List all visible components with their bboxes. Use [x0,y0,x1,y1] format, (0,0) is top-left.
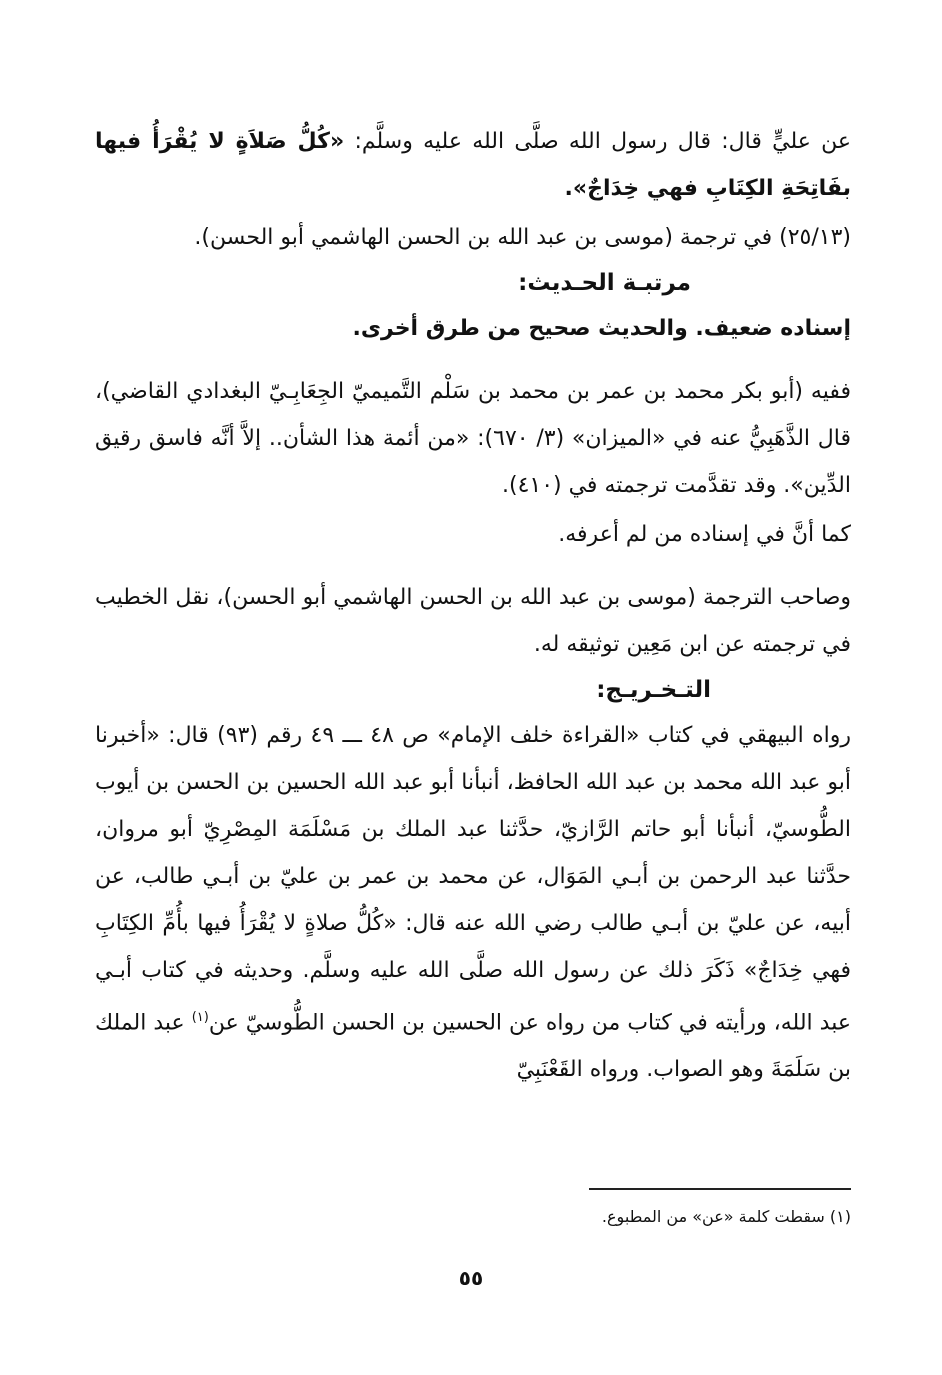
subject-biography-paragraph: وصاحب الترجمة (موسى بن عبد الله بن الحسن الهاشمي أبو الحسن)، نقل الخطيب في ترجمته عن ابن مَعِين توثيقه له. [95,585,851,657]
section-heading-takhrij: التـخـريـج: [596,677,711,703]
hadith-matn: «كُلُّ صَلاَةٍ لا يُقْرَأُ فيها بفَاتِحَةِ الكِتَابِ فهي خِدَاجٌ». [95,129,851,201]
footnote-reference: (١) [191,1010,209,1025]
footnote: (١) سقطت كلمة «عن» من المطبوع. [601,1207,851,1226]
page-number: ٥٥ [458,1266,484,1290]
unknown-narrators-note: كما أنَّ في إسناده من لم أعرفه. [558,522,851,547]
takhrij-text: رواه البيهقي في كتاب «القراءة خلف الإمام» ص ٤٨ ـــ ٤٩ رقم (٩٣) قال: «أخبرنا أبو عبد الله محمد بن عبد الله الحافظ، أنبأنا أبو عبد الله الحسين بن الحسن بن أيوب الطُّوسيّ، أنبأنا أبو حاتم الرَّازيّ، حدَّثنا عبد الملك بن مَسْلَمَة المِصْرِيّ أبو مروان، حدَّثنا عبد الرحمن بن أبـي المَوَال، عن محمد بن عمر بن عليّ بن أبـي طالب، عن أبيه، عن عليّ بن أبـي طالب رضي الله عنه قال: «كُلُّ صلاةٍ لا يُقْرَأُ فيها بأُمِّ الكِتَابِ فهي خِدَاجٌ» ذَكَرَ ذلك عن رسول الله صلَّى الله عليه وسلَّم. وحديثه في كتاب أبـي عبد الله، ورأيته في كتاب من رواه عن الحسين بن الحسن الطُّوسيّ عن [95,723,851,1036]
section-heading-rank: مرتبـة الحـديث: [518,270,691,296]
takhrij-paragraph [95,712,851,1093]
hadith-intro: عن عليٍّ قال: قال رسول الله صلَّى الله عليه وسلَّم: [344,129,851,154]
page-body [95,118,851,1093]
tarjama-reference: (٢٥/١٣) في ترجمة (موسى بن عبد الله بن الحسن الهاشمي أبو الحسن). [194,225,851,250]
rank-verdict: إسناده ضعيف. والحديث صحيح من طرق أخرى. [352,316,851,341]
hadith-text-paragraph [95,118,851,212]
footnote-divider [589,1188,851,1190]
takhrij-text-end: عبد الملك بن سَلَمَةَ وهو الصواب. ورواه القَعْنَبِيّ [95,1010,851,1083]
narrator-criticism-paragraph: ففيه (أبو بكر محمد بن عمر بن محمد بن سَلْم التَّميميّ الجِعَابِـيّ البغدادي القاضي)، قال الذَّهَبِيُّ عنه في «الميزان» (٣/ ٦٧٠): «من أئمة هذا الشأن.. إلاَّ أنَّه فاسق رقيق الدِّين». وقد تقدَّمت ترجمته في (٤١٠). [95,379,852,498]
